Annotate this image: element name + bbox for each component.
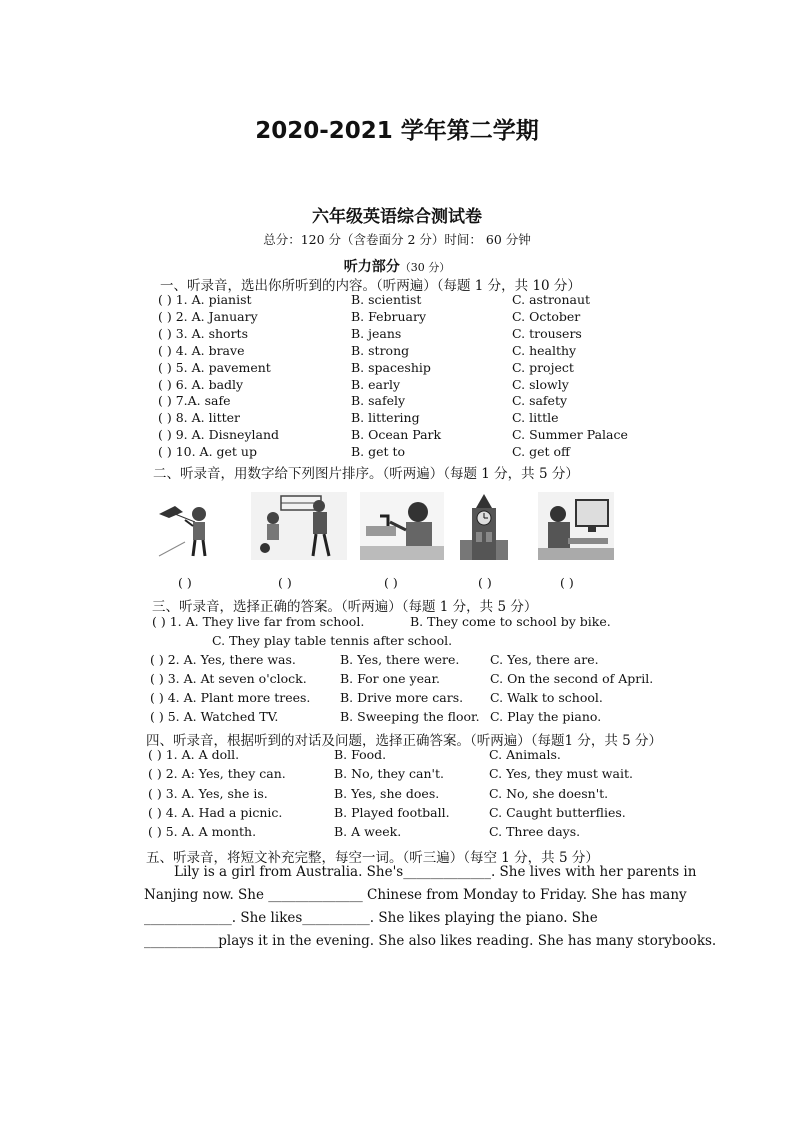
s1-q4-option-a: ( ) 4. A. brave — [158, 342, 245, 358]
s3-q3-option-b: B. Drive more cars. — [340, 690, 464, 705]
picture-boy-kite — [155, 492, 223, 560]
s4-q3-option-a: ( ) 3. A. Yes, she is. — [148, 785, 268, 801]
exam-info: 总分：120 分（含卷面分 2 分）时间： 60 分钟 — [263, 232, 531, 247]
s1-q2-option-b: B. February — [351, 308, 427, 324]
s3-q1-option-a: ( ) 1. A. They live far from school. — [152, 614, 365, 629]
part-title — [0, 256, 794, 276]
picture-blank-3[interactable]: ( ) — [384, 575, 398, 590]
page-title: 2020-2021 学年第二学期 — [255, 118, 539, 144]
s1-q9-option-a: ( ) 9. A. Disneyland — [158, 427, 280, 443]
s1-q9-option-b: B. Ocean Park — [351, 427, 442, 443]
s4-q1-option-a: ( ) 1. A. A doll. — [148, 747, 240, 762]
s1-q4-option-b: B. strong — [351, 342, 410, 358]
s3-q1-option-b: B. Yes, there were. — [340, 652, 460, 667]
s1-q6-option-b: B. early — [351, 376, 401, 392]
s1-q5-option-b: B. spaceship — [351, 359, 431, 375]
s1-q5-option-a: ( ) 5. A. pavement — [158, 359, 271, 375]
s1-q8-option-b: B. littering — [351, 410, 420, 426]
s3-q2-option-a: ( ) 3. A. At seven o'clock. — [150, 671, 307, 686]
part-score: （30 分） — [399, 261, 451, 274]
s4-q2-option-c: C. Yes, they must wait. — [489, 766, 633, 782]
s3-q3-option-a: ( ) 4. A. Plant more trees. — [150, 690, 311, 705]
s1-q1-option-c: C. astronaut — [512, 292, 591, 307]
section1-heading: 一、听录音，选出你所听到的内容。（听两遍）（每题 1 分，共 10 分） — [160, 278, 581, 294]
clock-tower-drawing — [456, 492, 512, 560]
s1-q2-option-a: ( ) 2. A. January — [158, 308, 258, 324]
s1-q6-option-a: ( ) 6. A. badly — [158, 376, 244, 392]
picture-blank-4[interactable]: ( ) — [478, 575, 492, 590]
s1-q7-option-a: ( ) 7.A. safe — [158, 393, 231, 409]
s1-q6-option-c: C. slowly — [512, 376, 569, 392]
picture-blank-2[interactable]: ( ) — [278, 575, 292, 590]
picture-boy-computer — [538, 492, 614, 560]
s4-q2-option-a: ( ) 2. A: Yes, they can. — [148, 766, 286, 782]
s3-q1-option-c: C. They play table tennis after school. — [212, 633, 453, 648]
s1-q3-option-b: B. jeans — [351, 325, 402, 341]
picture-blank-1[interactable]: ( ) — [178, 575, 192, 590]
s3-q1-option-c: C. Yes, there are. — [490, 652, 599, 667]
s4-q4-option-b: B. Played football. — [334, 804, 450, 820]
s4-q3-option-b: B. Yes, she does. — [334, 785, 440, 801]
s3-q1-option-b: B. They come to school by bike. — [410, 614, 611, 629]
s1-q5-option-c: C. project — [512, 359, 574, 375]
s1-q10-option-a: ( ) 10. A. get up — [158, 444, 257, 460]
boy-kite-drawing — [155, 492, 223, 560]
s1-q8-option-a: ( ) 8. A. litter — [158, 410, 240, 426]
picture-clock-tower — [456, 492, 512, 560]
s3-q4-option-b: B. Sweeping the floor. — [340, 709, 480, 724]
picture-boy-tap — [360, 492, 444, 560]
passage-line-2: Nanjing now. She ______________ Chinese from Monday to Friday. She has many — [144, 887, 687, 903]
passage-line-4: ___________plays it in the evening. She also likes reading. She has many storybooks. — [144, 933, 717, 949]
s3-q2-option-b: B. For one year. — [340, 671, 441, 686]
s1-q10-option-c: C. get off — [512, 444, 570, 460]
s1-q1-option-b: B. scientist — [351, 292, 422, 307]
s1-q3-option-a: ( ) 3. A. shorts — [158, 325, 248, 341]
s4-q1-option-c: C. Animals. — [489, 747, 561, 762]
s3-q4-option-a: ( ) 5. A. Watched TV. — [150, 709, 279, 724]
passage-line-3: _____________. She likes__________. She likes playing the piano. She — [144, 910, 598, 926]
exam-subtitle: 六年级英语综合测试卷 — [312, 207, 482, 227]
s4-q5-option-a: ( ) 5. A. A month. — [148, 824, 257, 840]
s4-q3-option-c: C. No, she doesn't. — [489, 785, 609, 801]
s3-q1-option-a: ( ) 2. A. Yes, there was. — [150, 652, 296, 667]
s1-q3-option-c: C. trousers — [512, 325, 582, 341]
section5-heading: 五、听录音，将短文补充完整，每空一词。（听三遍）（每空 1 分，共 5 分） — [146, 850, 599, 866]
s4-q2-option-b: B. No, they can't. — [334, 766, 444, 782]
section4-heading: 四、听录音，根据听到的对话及问题，选择正确答案。（听两遍）（每题1 分，共 5 分） — [146, 733, 663, 749]
s1-q9-option-c: C. Summer Palace — [512, 427, 628, 443]
s3-q4-option-c: C. Play the piano. — [490, 709, 602, 724]
passage-line-1: Lily is a girl from Australia. She's_____________. She lives with her parents in — [174, 864, 697, 880]
s1-q2-option-c: C. October — [512, 308, 581, 324]
s1-q7-option-c: C. safety — [512, 393, 568, 409]
s1-q1-option-a: ( ) 1. A. pianist — [158, 292, 252, 307]
picture-basketball — [251, 492, 347, 560]
section3-heading: 三、听录音，选择正确的答案。（听两遍）（每题 1 分，共 5 分） — [152, 599, 538, 615]
s4-q1-option-b: B. Food. — [334, 747, 387, 762]
s1-q4-option-c: C. healthy — [512, 342, 577, 358]
basketball-drawing — [251, 492, 347, 560]
s1-q8-option-c: C. little — [512, 410, 559, 426]
boy-computer-drawing — [538, 492, 614, 560]
s4-q4-option-c: C. Caught butterflies. — [489, 804, 626, 820]
s4-q4-option-a: ( ) 4. A. Had a picnic. — [148, 804, 283, 820]
picture-blank-5[interactable]: ( ) — [560, 575, 574, 590]
s1-q10-option-b: B. get to — [351, 444, 406, 460]
s3-q3-option-c: C. Walk to school. — [490, 690, 603, 705]
s4-q5-option-c: C. Three days. — [489, 824, 581, 840]
boy-tap-drawing — [360, 492, 444, 560]
part-title-text: 听力部分 — [343, 259, 400, 275]
s3-q2-option-c: C. On the second of April. — [490, 671, 654, 686]
s4-q5-option-b: B. A week. — [334, 824, 402, 840]
section2-heading: 二、听录音，用数字给下列图片排序。（听两遍）（每题 1 分，共 5 分） — [153, 466, 579, 482]
s1-q7-option-b: B. safely — [351, 393, 406, 409]
